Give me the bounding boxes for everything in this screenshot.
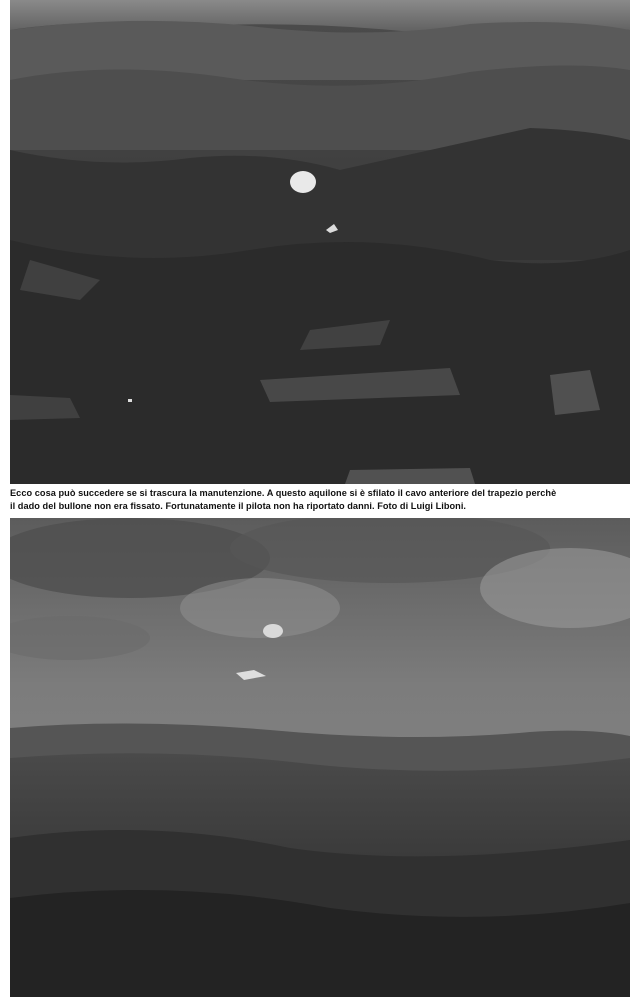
field-patch — [345, 468, 475, 484]
parachute-icon — [263, 624, 283, 638]
photo-bottom-sky-hills — [10, 518, 630, 997]
foreground-hills — [10, 240, 630, 484]
photo-caption — [10, 487, 632, 513]
parachute-icon — [290, 171, 316, 193]
photo-top-aerial-hills — [10, 0, 630, 484]
photo-bottom-image — [10, 518, 630, 997]
field-patch — [10, 395, 80, 420]
white-object-icon — [128, 399, 132, 402]
cloud — [180, 578, 340, 638]
photo-top-image — [10, 0, 630, 484]
caption-line-2: il dado del bullone non era fissato. Fortunatamente il pilota non ha riportato danni. Foto di Luigi Liboni. — [10, 501, 467, 511]
caption-line-1: Ecco cosa può succedere se si trascura la manutenzione. A questo aquilone si è sfilato il cavo anteriore del trapezio perchè — [10, 488, 557, 498]
